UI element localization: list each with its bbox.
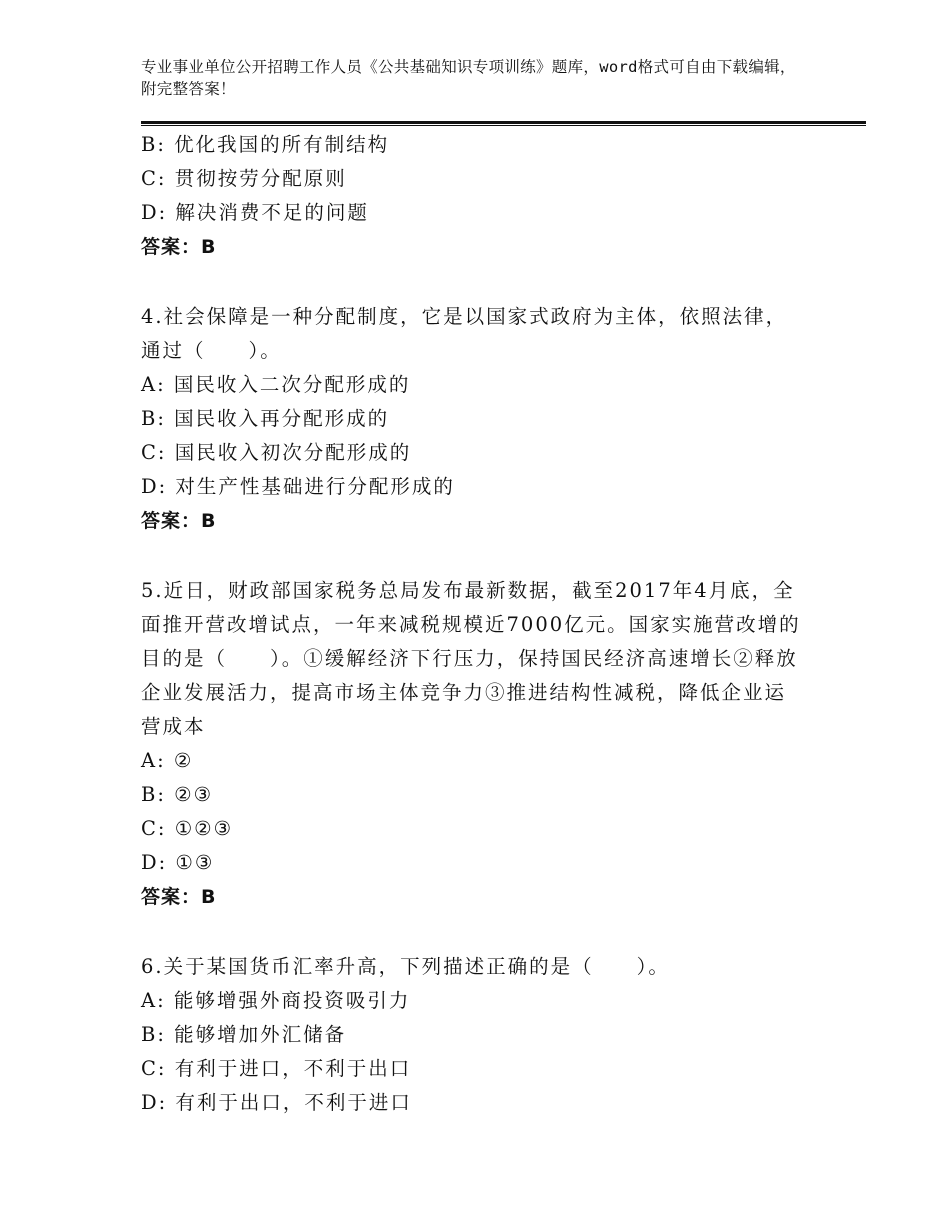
option-d: D: 解决消费不足的问题 <box>141 201 369 224</box>
option-d: D: 有利于出口，不利于进口 <box>141 1091 412 1114</box>
option-b: B: 能够增加外汇储备 <box>141 1023 347 1046</box>
document-body <box>141 128 801 1120</box>
option-d: D: 对生产性基础进行分配形成的 <box>141 475 455 498</box>
header-text: 专业事业单位公开招聘工作人员《公共基础知识专项训练》题库，word格式可自由下载编辑，附完整答案！ <box>141 58 796 98</box>
page-header <box>141 56 811 100</box>
option-c: C: 有利于进口，不利于出口 <box>141 1057 412 1080</box>
answer: 答案：B <box>141 886 217 908</box>
question-3-continued <box>141 128 801 264</box>
question-6 <box>141 950 801 1120</box>
option-a: A: ② <box>141 749 194 772</box>
option-c: C: 国民收入初次分配形成的 <box>141 441 412 464</box>
option-c: C: 贯彻按劳分配原则 <box>141 167 347 190</box>
question-stem: 5.近日，财政部国家税务总局发布最新数据，截至2017年4月底，全面推开营改增试点，一年来减税规模近7000亿元。国家实施营改增的目的是（ ）。①缓解经济下行压力，保持国民经济高速增长②释放企业发展活力，提高市场主体竞争力③推进结构性减税，降低企业运营成本 <box>141 579 801 738</box>
option-d: D: ①③ <box>141 851 215 874</box>
question-4 <box>141 300 801 538</box>
option-c: C: ①②③ <box>141 817 234 840</box>
answer: 答案：B <box>141 236 217 258</box>
option-b: B: 国民收入再分配形成的 <box>141 407 390 430</box>
option-b: B: 优化我国的所有制结构 <box>141 133 390 156</box>
question-5 <box>141 574 801 914</box>
option-a: A: 能够增强外商投资吸引力 <box>141 989 411 1012</box>
question-stem: 6.关于某国货币汇率升高，下列描述正确的是（ ）。 <box>141 955 670 978</box>
header-rule <box>141 121 866 126</box>
question-stem: 4.社会保障是一种分配制度，它是以国家式政府为主体，依照法律，通过（ ）。 <box>141 305 788 362</box>
answer: 答案：B <box>141 510 217 532</box>
option-a: A: 国民收入二次分配形成的 <box>141 373 411 396</box>
option-b: B: ②③ <box>141 783 214 806</box>
